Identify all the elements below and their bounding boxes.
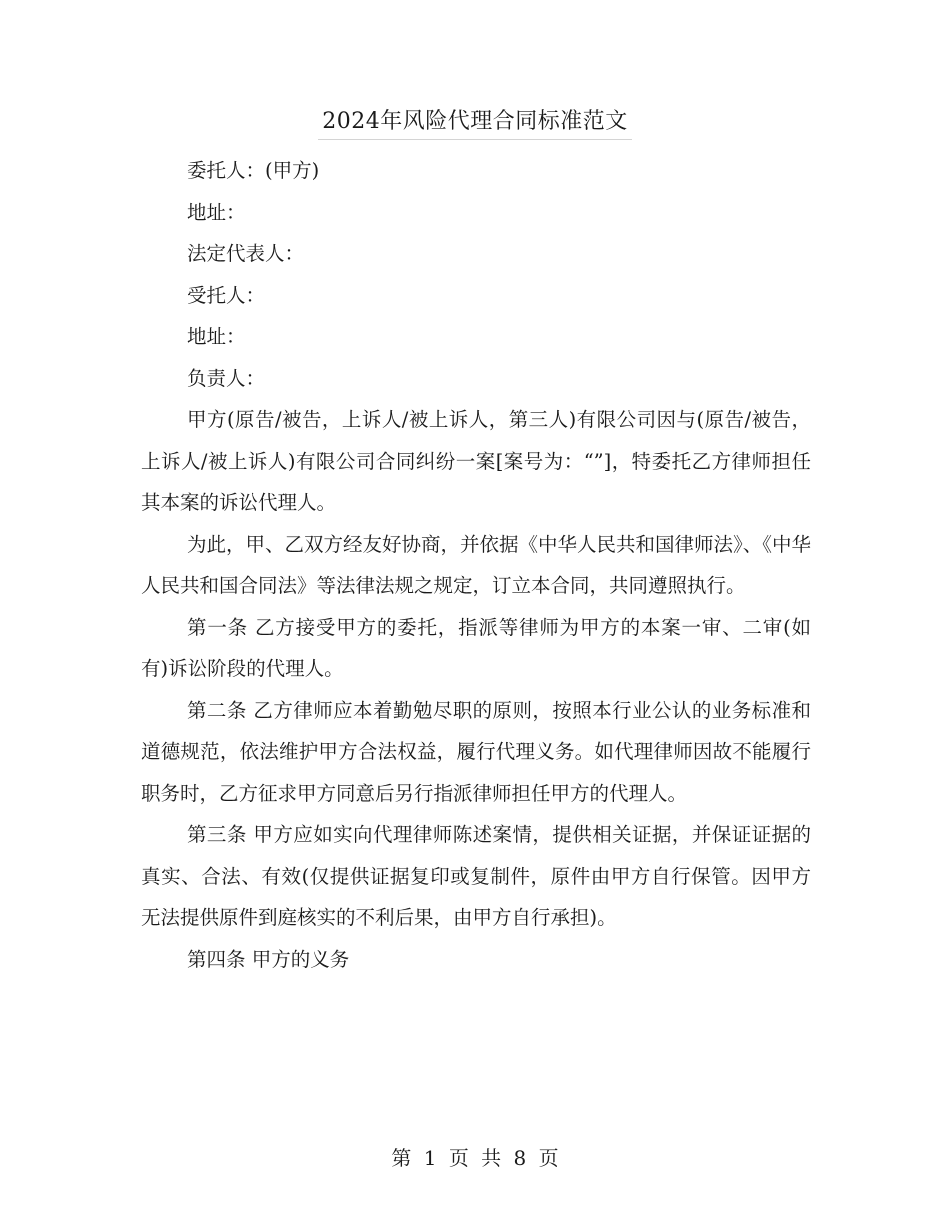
page-number-footer: 第 1 页 共 8 页: [391, 1146, 559, 1170]
person-in-charge-line: 负责人：: [187, 366, 266, 390]
party-b-address-line: 地址：: [187, 325, 246, 348]
document-title-row: [0, 104, 950, 140]
article-2-paragraph: 第二条 乙方律师应本着勤勉尽职的原则，按照本行业公认的业务标准和道德规范，依法维护甲方合法权益，履行代理义务。如代理律师因故不能履行职务时，乙方征求甲方同意后另行指派律师担任甲方的代理人。: [141, 698, 811, 805]
party-a-line: 委托人：(甲方): [187, 159, 320, 182]
article-3-paragraph: 第三条 甲方应如实向代理律师陈述案情，提供相关证据，并保证证据的真实、合法、有效(仅提供证据复印或复制件，原件由甲方自行保管。因甲方无法提供原件到庭核实的不利后果，由甲方自行承担)。: [141, 823, 811, 929]
document-title: 2024年风险代理合同标准范文: [318, 104, 632, 140]
document-body: [141, 150, 811, 980]
party-b-line: 受托人：: [187, 283, 266, 307]
party-a-address-line: 地址：: [187, 200, 246, 224]
case-paragraph: 甲方(原告/被告，上诉人/被上诉人，第三人)有限公司因与(原告/被告，上诉人/被上诉人)有限公司合同纠纷一案[案号为：“”]，特委托乙方律师担任其本案的诉讼代理人。: [141, 408, 811, 514]
article-4-heading: 第四条 甲方的义务: [187, 947, 350, 971]
legal-basis-paragraph: 为此，甲、乙双方经友好协商，并依据《中华人民共和国律师法》、《中华人民共和国合同法》等法律法规之规定，订立本合同，共同遵照执行。: [141, 532, 812, 597]
legal-representative-line: 法定代表人：: [187, 242, 305, 265]
article-1-paragraph: 第一条 乙方接受甲方的委托，指派等律师为甲方的本案一审、二审(如有)诉讼阶段的代理人。: [141, 615, 811, 680]
